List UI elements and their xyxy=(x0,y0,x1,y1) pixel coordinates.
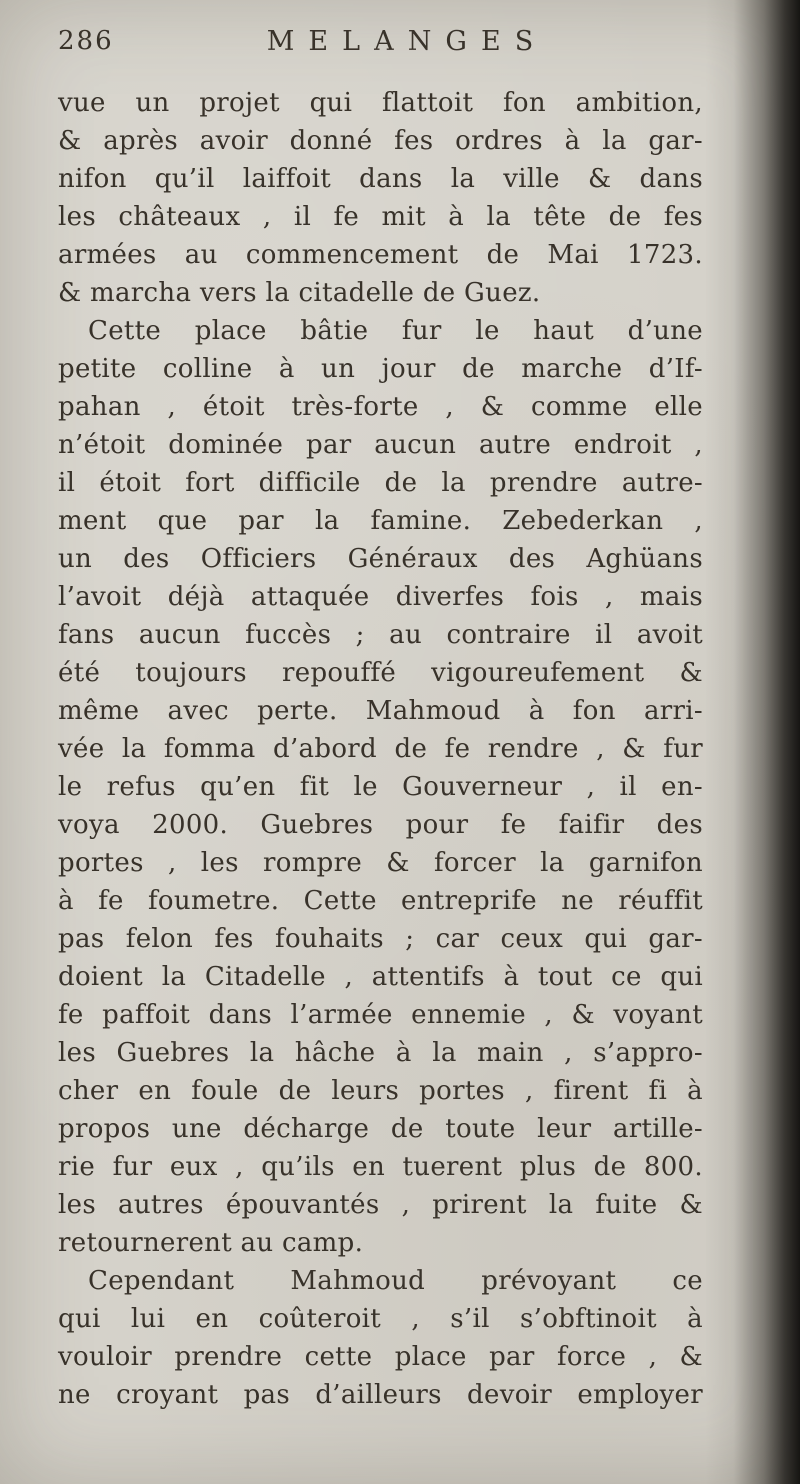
text-line: nifon qu’il laiffoit dans la ville & dans xyxy=(58,164,703,194)
gutter-shadow xyxy=(705,0,800,1484)
text-line: Cette place bâtie fur le haut d’une xyxy=(88,316,703,346)
running-title: MELANGES xyxy=(266,26,548,57)
text-line: même avec perte. Mahmoud à fon arri- xyxy=(58,696,703,726)
text-line: qui lui en coûteroit , s’il s’obftinoit à xyxy=(58,1304,703,1334)
text-line: cher en foule de leurs portes , firent fi à xyxy=(58,1076,703,1106)
text-line: ne croyant pas d’ailleurs devoir employer xyxy=(58,1380,703,1410)
text-line: n’étoit dominée par aucun autre endroit , xyxy=(58,430,703,460)
text-line: propos une décharge de toute leur artille- xyxy=(58,1114,703,1144)
text-line: fe paffoit dans l’armée ennemie , & voyant xyxy=(58,1000,703,1030)
text-line: retournerent au camp. xyxy=(58,1228,364,1258)
page-number: 286 xyxy=(58,26,114,56)
text-line: armées au commencement de Mai 1723. xyxy=(58,240,703,270)
page-header xyxy=(0,0,800,66)
text-line: doient la Citadelle , attentifs à tout ce qui xyxy=(58,962,703,992)
text-line: pas felon fes fouhaits ; car ceux qui gar- xyxy=(58,924,703,954)
text-line: & après avoir donné fes ordres à la gar- xyxy=(58,126,703,156)
text-line: les châteaux , il fe mit à la tête de fes xyxy=(58,202,703,232)
text-line: l’avoit déjà attaquée diverfes fois , mais xyxy=(58,582,703,612)
text-line: voya 2000. Guebres pour fe faifir des xyxy=(58,810,703,840)
text-block xyxy=(58,84,703,1414)
text-line: petite colline à un jour de marche d’If- xyxy=(58,354,703,384)
text-line: été toujours repouffé vigoureufement & xyxy=(58,658,703,688)
text-line: fans aucun fuccès ; au contraire il avoit xyxy=(58,620,703,650)
text-line: Cependant Mahmoud prévoyant ce xyxy=(88,1266,703,1296)
text-line: un des Officiers Généraux des Aghüans xyxy=(58,544,703,574)
text-line: pahan , étoit très-forte , & comme elle xyxy=(58,392,703,422)
text-line: les Guebres la hâche à la main , s’appro- xyxy=(58,1038,703,1068)
text-line: portes , les rompre & forcer la garnifon xyxy=(58,848,703,878)
text-line: & marcha vers la citadelle de Guez. xyxy=(58,278,541,308)
text-line: vouloir prendre cette place par force , & xyxy=(58,1342,703,1372)
text-line: le refus qu’en fit le Gouverneur , il en- xyxy=(58,772,703,802)
text-line: vée la fomma d’abord de fe rendre , & fur xyxy=(58,734,703,764)
text-line: les autres épouvantés , prirent la fuite & xyxy=(58,1190,703,1220)
text-line: à fe foumetre. Cette entreprife ne réuffit xyxy=(58,886,703,916)
text-line: vue un projet qui flattoit fon ambition, xyxy=(58,88,703,118)
text-line: il étoit fort difficile de la prendre autre- xyxy=(58,468,703,498)
text-line: ment que par la famine. Zebederkan , xyxy=(58,506,703,536)
text-line: rie fur eux , qu’ils en tuerent plus de 800. xyxy=(58,1152,703,1182)
